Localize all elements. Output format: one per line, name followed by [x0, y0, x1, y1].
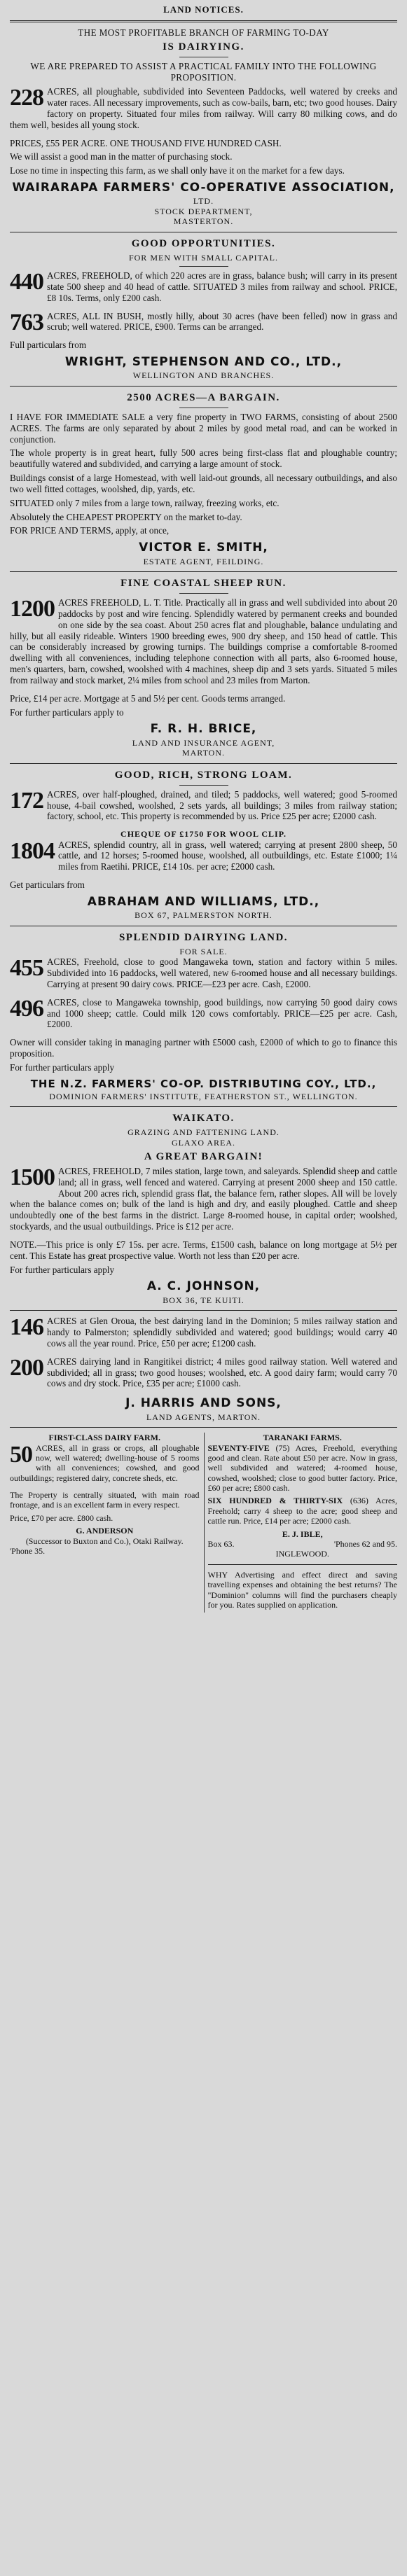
ad-body: Full particulars from [10, 340, 87, 351]
acreage-number: 172 [10, 788, 43, 814]
advertiser-suffix: LTD. [193, 196, 214, 207]
advertiser-name: ABRAHAM AND WILLIAMS, LTD., [87, 894, 320, 909]
ad-body: We will assist a good man in the matter of purchasing stock. [10, 151, 233, 162]
ad-body: Get particulars from [10, 879, 85, 891]
ad-body: Owner will consider taking in managing partner with £5000 cash, £2000 of which to go to finance this proposition. [10, 1037, 397, 1059]
divider [10, 386, 397, 387]
divider [10, 1310, 397, 1311]
ad-body: The Property is centrally situated, with main road frontage, and is an excellent farm in every respect. [10, 1490, 200, 1510]
ad-body: NOTE.—This price is only £7 15s. per acre. Terms, £1500 cash, balance on long mortgage at 5½ per cent. This Estate has great prospective value. Worth not less than £20 per acre. [10, 1239, 397, 1261]
advertiser-name: WAIRARAPA FARMERS' CO-OPERATIVE ASSOCIATION, [12, 181, 395, 195]
ad-anderson [10, 1433, 200, 1613]
advertiser-town: LAND AGENTS, MARTON. [146, 1412, 261, 1422]
ad-body: SITUATED only 7 miles from a large town, railway, freezing works, etc. [10, 497, 280, 508]
advertiser-town: MASTERTON. [173, 216, 234, 227]
ad-body: Buildings consist of a large Homestead, with well laid-out grounds, all necessary outbuildings, and also two well fitted cottages, woolshed, dip, yards, etc. [10, 473, 397, 494]
ad-body: ACRES, over half-ploughed, drained, and tiled; 5 paddocks, well watered; good 5-roomed house, 4-bail cowshed, woolshed, 2 sets yards, all buildings; 3 miles from railway station; factory, school, etc. This property is recommended by us. Price £25 per acre; £2000 cash. [47, 788, 397, 822]
ad-body: ACRES at Glen Oroua, the best dairying land in the Dominion; 5 miles railway station and handy to Palmerston; splendidly subdivided and watered; good buildings; would carry 40 cows all the year round. Price, £50 per acre; £1200 cash. [47, 1316, 397, 1349]
ad-headline: A GREAT BARGAIN! [144, 1150, 263, 1162]
advertiser-dept: STOCK DEPARTMENT, [154, 206, 253, 216]
ad-headline: WAIKATO. [172, 1113, 235, 1125]
ad-subheadline: FOR SALE. [179, 946, 228, 956]
ad-body: For further particulars apply to [10, 706, 124, 718]
advertiser-town: MARTON. [181, 748, 226, 758]
divider [10, 763, 397, 764]
acreage-number: 763 [10, 310, 43, 335]
advertiser-name: G. ANDERSON [76, 1526, 134, 1536]
land-notices-page [7, 0, 400, 1613]
advertiser-agent: LAND AND INSURANCE AGENT, [132, 737, 275, 748]
advertiser-box: BOX 36, TE KUITI. [163, 1295, 244, 1305]
advertiser-name: A. C. JOHNSON, [146, 1279, 261, 1294]
acreage-number: 1804 [10, 839, 55, 864]
ad-abraham-williams [10, 769, 397, 921]
divider [208, 1564, 398, 1565]
ad-body: For further particulars apply [10, 1061, 115, 1073]
acreage-number: 228 [10, 86, 43, 111]
advertiser-phone: 'Phones 62 and 95. [333, 1539, 397, 1550]
ad-subheadline: FOR MEN WITH SMALL CAPITAL. [128, 252, 279, 263]
acreage-number: 200 [10, 1356, 43, 1381]
ad-nz-farmers [10, 931, 397, 1101]
advertiser-agent: ESTATE AGENT, FEILDING. [143, 556, 264, 566]
ad-body: ACRES, all in grass or crops, all ploughable now, well watered; dwelling-house of 5 rooms with all conveniences; cowshed, and good outbuildings; registered dairy, concrete sheds, etc. [10, 1442, 200, 1483]
advertiser-town: INGLEWOOD. [275, 1549, 329, 1559]
advertiser-box: Box 63. [207, 1539, 235, 1550]
acreage-number: 496 [10, 996, 43, 1022]
advertiser-name: F. R. H. BRICE, [150, 722, 257, 737]
ad-body: ACRES, all ploughable, subdivided into Seventeen Paddocks, well watered by creeks and water races. All necessary improvements, such as cow-bails, barn, etc; two good houses. Dairy factory on property. Situated four miles from railway. Will carry 80 milking cows, and do them well, besides all young stock. [10, 86, 397, 130]
advertiser-name: J. HARRIS AND SONS, [125, 1396, 282, 1411]
ad-body: The whole property is in great heart, fully 500 acres being first-class flat and ploughable country; beautifully watered and subdivided, and carrying a large amount of stock. [10, 447, 397, 470]
ad-johnson [10, 1112, 397, 1305]
acreage-label: SIX HUNDRED & THIRTY-SIX [207, 1496, 343, 1506]
bottom-columns [10, 1433, 397, 1613]
divider [10, 1427, 397, 1428]
ad-subheadline: GRAZING AND FATTENING LAND. [127, 1127, 280, 1138]
divider [10, 1106, 397, 1107]
ad-body: (75) Acres, Freehold, everything good and clean. Rate about £50 per acre. Now in grass, well subdivided and watered; 4-roomed house, cowshed, woolshed; close to good butter factory. Price, £60 per acre; £800 cash. [207, 1442, 398, 1494]
ad-wairarapa [10, 27, 397, 227]
divider [10, 571, 397, 572]
advertiser-box: BOX 67, PALMERSTON NORTH. [134, 910, 273, 921]
ad-body: ACRES, Freehold, close to good Mangaweka town, station and factory within 5 miles. Subdivided into 16 paddocks, well watered, new 6-roomed house and all necessary buildings. Carrying at present 90 dairy cows. PRICE—£23 per acre. Cash, £2000. [47, 956, 397, 989]
ad-body: Lose no time in inspecting this farm, as we shall only have it on the market for a few days. [10, 165, 345, 176]
acreage-label: SEVENTY-FIVE [207, 1442, 270, 1453]
ad-price: PRICES, £55 PER ACRE. ONE THOUSAND FIVE HUNDRED CASH. [10, 137, 282, 148]
ad-ible [204, 1433, 398, 1613]
ad-subheadline: GLAXO AREA. [172, 1137, 235, 1148]
ad-victor-smith [10, 391, 397, 566]
acreage-number: 1200 [10, 597, 55, 622]
ad-body: Absolutely the CHEAPEST PROPERTY on the market to-day. [10, 511, 242, 522]
ad-body: ACRES dairying land in Rangitikei district; 4 miles good railway station. Well watered and subdivided; all in grass; two good houses; woolshed, etc. A good dairy farm; would carry 70 cows and dry stock. Price, £35 per acre; £1000 cash. [47, 1356, 397, 1389]
ad-body: (636) Acres, Freehold; carry 4 sheep to the acre; good sheep and cattle run. Price, £14 per acre; £2000 cash. [207, 1496, 397, 1526]
ad-headline: THE MOST PROFITABLE BRANCH OF FARMING TO-DAY [78, 27, 329, 38]
acreage-number: 455 [10, 956, 43, 982]
divider [179, 266, 228, 267]
dominion-notice: WHY Advertising and effect direct and saving travelling expenses and obtaining the best returns? The "Dominion" columns will find the purchasers cheaply for you. Rates supplied on application. [207, 1569, 397, 1610]
acreage-number: 50 [10, 1442, 32, 1468]
ad-wright-stephenson [10, 237, 397, 381]
ad-body: ACRES, FREEHOLD, of which 220 acres are in grass, balance bush; will carry in its present state 500 sheep and 40 head of cattle. SITUATED 3 miles from railway and school. PRICE, £8 10s. Terms, only £200 cash. [47, 270, 397, 303]
ad-body: FOR PRICE AND TERMS, apply, at once, [10, 525, 170, 536]
ad-brice [10, 577, 397, 758]
ad-price: Price, £70 per acre. £800 cash. [10, 1512, 113, 1523]
ad-harris [10, 1316, 397, 1422]
advertiser-name: WRIGHT, STEPHENSON AND CO., LTD., [64, 355, 343, 370]
ad-headline: FIRST-CLASS DAIRY FARM. [48, 1433, 160, 1443]
ad-body: For further particulars apply [10, 1264, 115, 1275]
ad-body: I HAVE FOR IMMEDIATE SALE a very fine property in TWO FARMS, consisting of about 2500 ACRES. The farms are only separated by about 2 miles by good metal road, and can be worked in conjunction. [10, 411, 397, 445]
ad-lead: WE ARE PREPARED TO ASSIST A PRACTICAL FAMILY INTO THE FOLLOWING PROPOSITION. [30, 61, 377, 83]
divider [10, 20, 397, 22]
ad-body: ACRES, close to Mangaweka township, good buildings, now carrying 50 good dairy cows and 1000 sheep; cattle. Could milk 120 cows comfortably. PRICE—£25 per acre. Cash, £2000. [47, 996, 397, 1030]
ad-headline: FINE COASTAL SHEEP RUN. [120, 578, 287, 590]
acreage-number: 1500 [10, 1165, 55, 1190]
ad-body: ACRES, FREEHOLD, 7 miles station, large town, and saleyards. Splendid sheep and cattle land; all in grass, well fenced and watered. Carrying at present 2000 sheep and 150 cattle. About 200 acres rich, splendid grass flat, the balance fern, rather slopes. All will be lovely when the balance comes on; bulk of the land is high and dry, and easily ploughed. Cattle and sheep undoubtedly one of the best farms in the district. Large 8-roomed house, in capital order; woolshed, stockyards, and the usual outbuildings. Price is £12 per acre. [10, 1165, 397, 1232]
page-title: LAND NOTICES. [163, 4, 244, 15]
advertiser-address: DOMINION FARMERS' INSTITUTE, FEATHERSTON ST., WELLINGTON. [49, 1091, 358, 1101]
advertiser-name: THE N.Z. FARMERS' CO-OP. DISTRIBUTING COY., LTD., [30, 1077, 377, 1090]
acreage-number: 146 [10, 1316, 43, 1341]
advertiser-town: WELLINGTON AND BRANCHES. [132, 370, 275, 381]
ad-body: ACRES FREEHOLD, L. T. Title. Practically all in grass and well subdivided into about 20 paddocks by post and wire fencing. Splendidly watered by permanent creeks and bounded on one side by the sea coast. About 250 acres flat and ploughable, balance undulating and hilly, but all easily rideable. Winters 1900 breeding ewes, 900 dry sheep, and 150 head of cattle. This can be considerably increased by growing turnips. The buildings comprise a comfortable 8-roomed dwelling with all conveniences, including telephone connection with all parts, also 6-roomed house, men's quarters, barn, cowshed, woolshed with 4 machines, sheep dip and 3 sets yards. Situated 5 miles from railway and stock market, 2¼ miles from school and 23 miles from Marton. [10, 597, 397, 685]
advertiser-phone: 'Phone 35. [10, 1546, 46, 1557]
ad-subheadline: CHEQUE OF £1750 FOR WOOL CLIP. [120, 829, 287, 840]
ad-headline: SPLENDID DAIRYING LAND. [118, 931, 289, 943]
ad-headline: TARANAKI FARMS. [263, 1433, 342, 1443]
ad-subheadline: IS DAIRYING. [163, 41, 244, 53]
ad-body: ACRES, ALL IN BUSH, mostly hilly, about 30 acres (have been felled) now in grass and scrub; well watered. PRICE, £900. Terms can be arranged. [47, 310, 397, 333]
ad-headline: 2500 ACRES—A BARGAIN. [127, 391, 280, 403]
advertiser-name: E. J. IBLE, [282, 1529, 323, 1539]
acreage-number: 440 [10, 270, 43, 295]
divider [179, 785, 228, 786]
ad-price: Price, £14 per acre. Mortgage at 5 and 5½ per cent. Goods terms arranged. [10, 692, 286, 704]
advertiser-name: VICTOR E. SMITH, [139, 541, 268, 555]
divider [179, 593, 228, 594]
ad-headline: GOOD OPPORTUNITIES. [131, 237, 276, 249]
ad-headline: GOOD, RICH, STRONG LOAM. [114, 769, 293, 781]
ad-body: ACRES, splendid country, all in grass, well watered; carrying at present 2800 sheep, 50 cattle, and 12 horses; 5-roomed house, woolshed, all outbuildings, etc. Estate £1000; 1¼ miles from Raetihi. PRICE, £14 10s. per acre; £2000 cash. [58, 839, 397, 872]
advertiser-sub: (Successor to Buxton and Co.), Otaki Railway. [25, 1536, 184, 1546]
